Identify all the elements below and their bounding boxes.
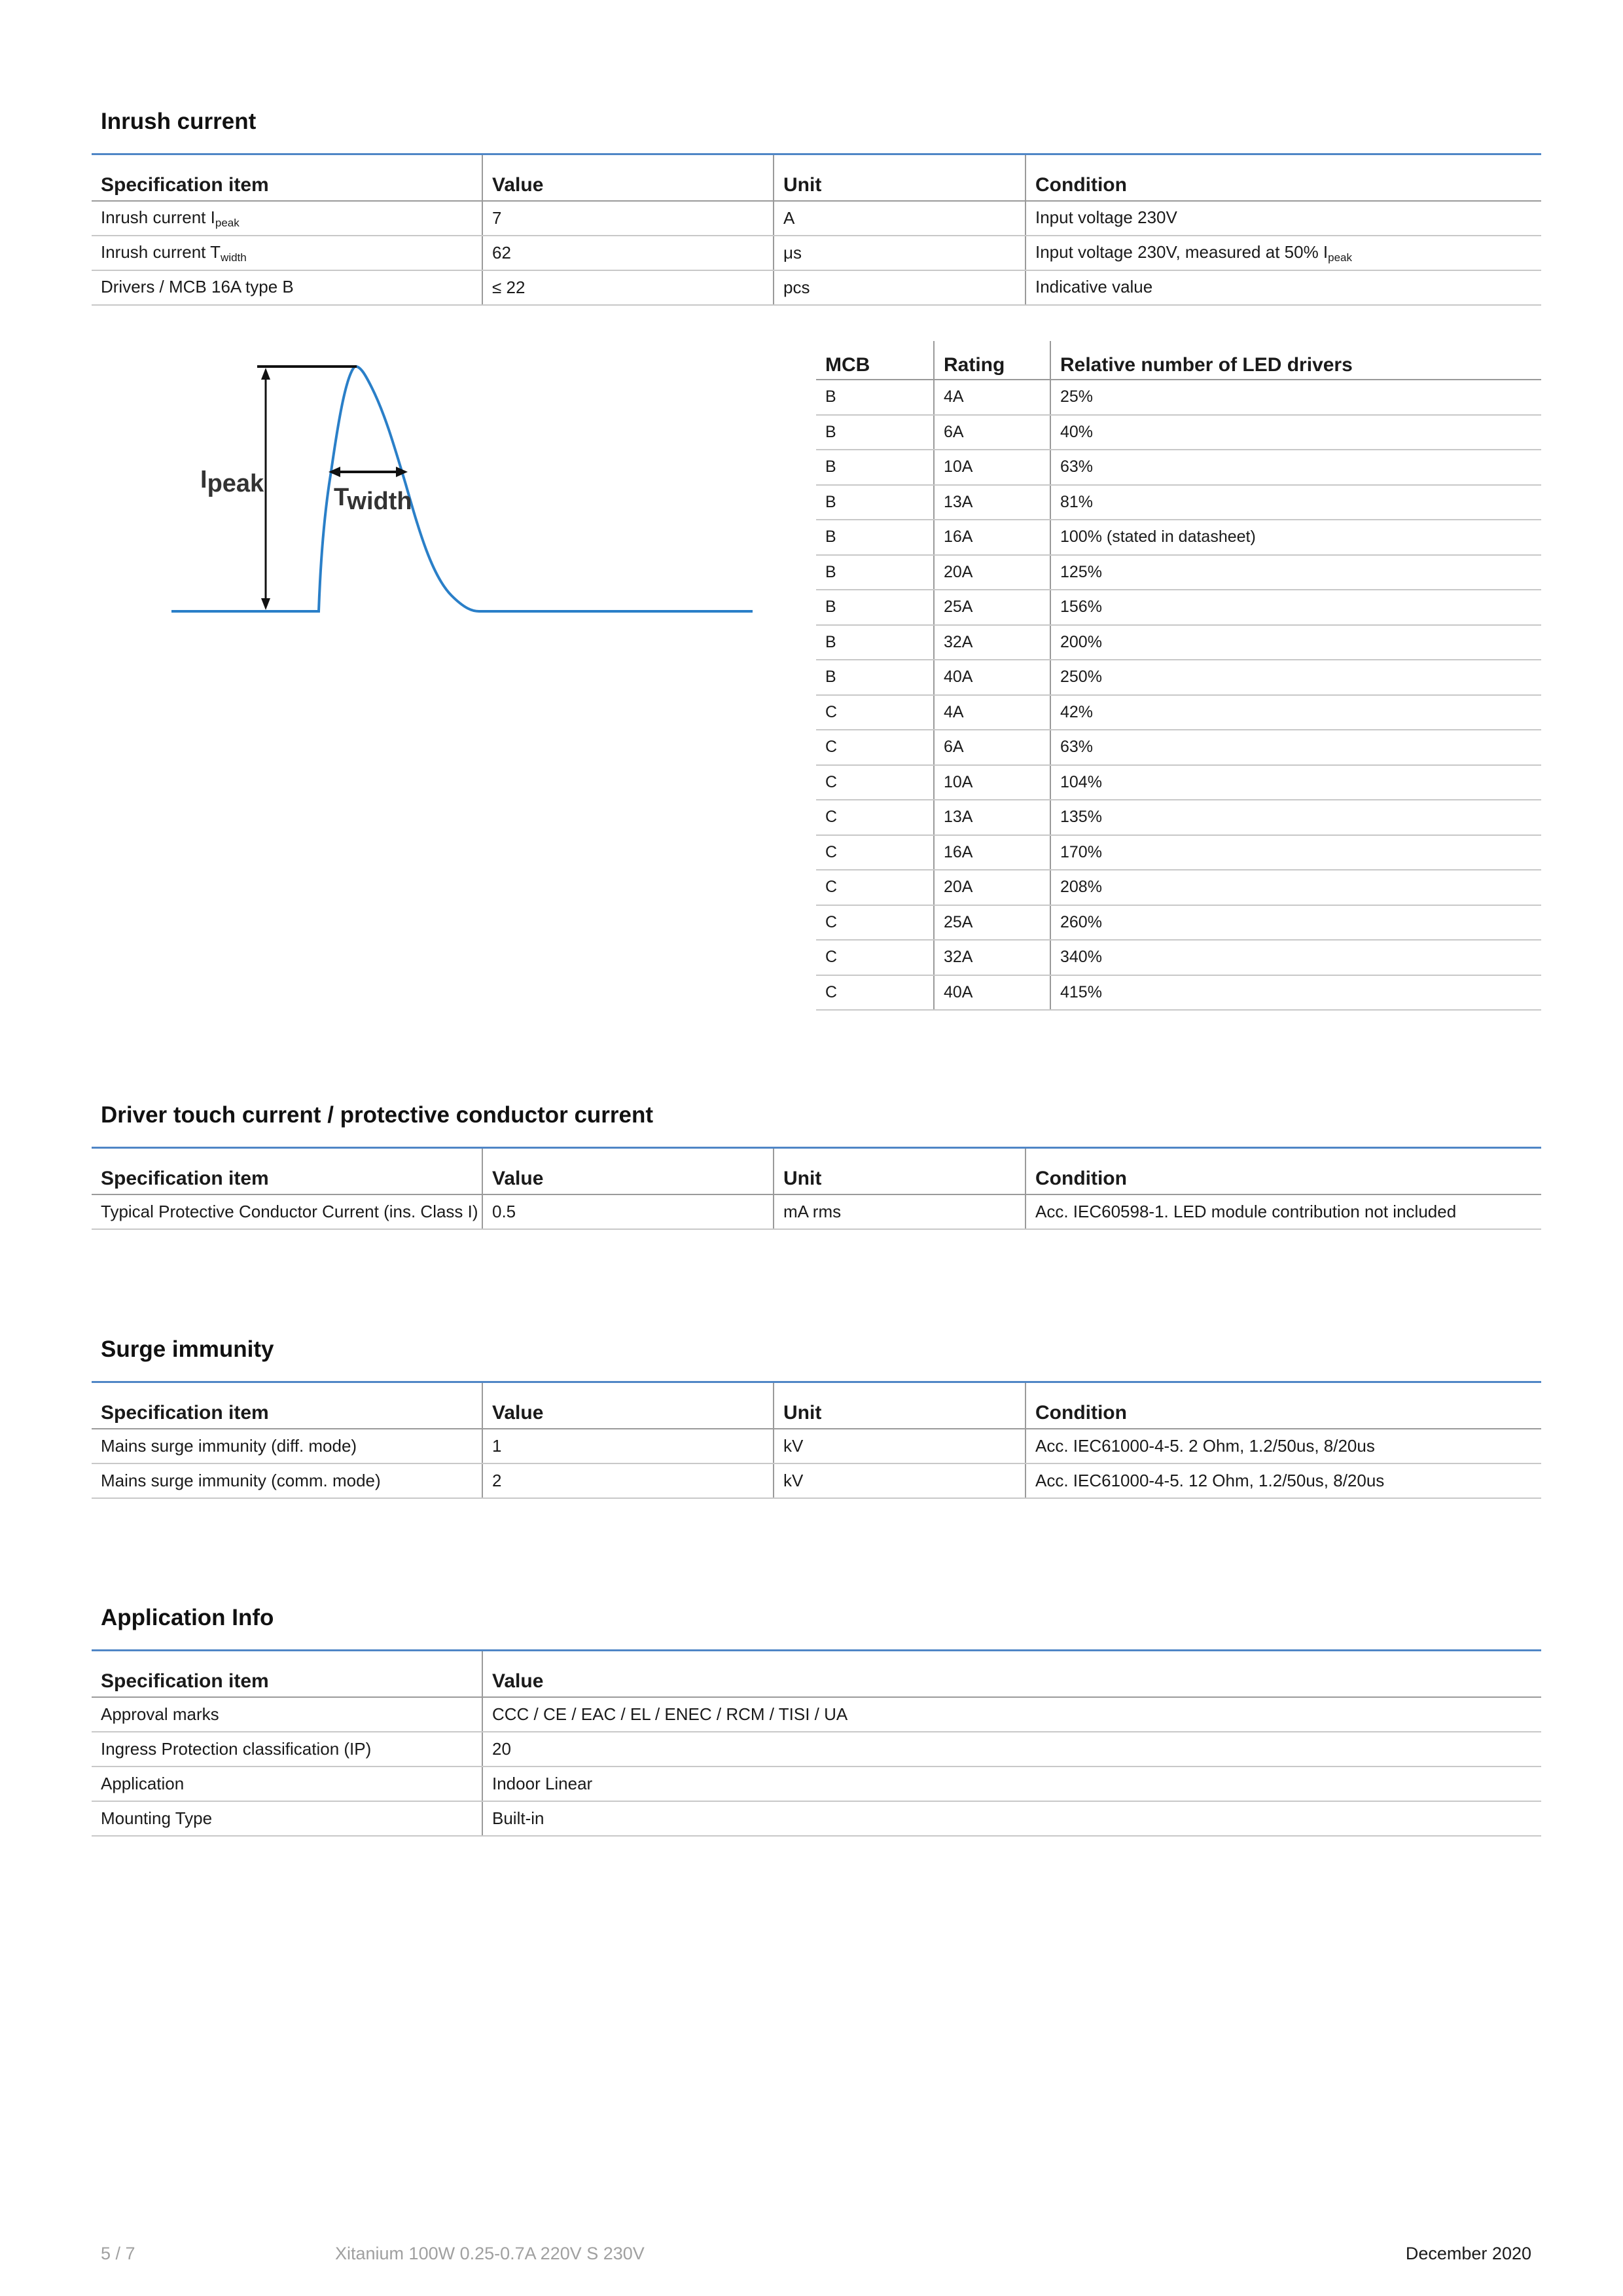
relative-number-cell: 63% (1050, 450, 1541, 485)
mcb-type-cell: C (816, 765, 934, 800)
table-row (816, 835, 1541, 870)
spec-item-cell: Mains surge immunity (diff. mode) (92, 1429, 482, 1463)
rating-cell: 13A (934, 800, 1050, 835)
relative-number-cell: 135% (1050, 800, 1541, 835)
relative-number-cell: 104% (1050, 765, 1541, 800)
relative-number-cell: 81% (1050, 485, 1541, 520)
section-application-info (92, 1602, 1541, 1837)
section-inrush (92, 106, 1541, 306)
col-header-value: Value (482, 1149, 774, 1194)
condition-cell: Acc. IEC61000-4-5. 2 Ohm, 1.2/50us, 8/20us (1026, 1429, 1541, 1463)
unit-cell: A (774, 201, 1026, 236)
spec-item-cell: Typical Protective Conductor Current (ins. Class I) (92, 1194, 482, 1229)
relative-number-cell: 250% (1050, 660, 1541, 695)
spec-item-cell: Inrush current $I_{peak}$ (92, 201, 482, 236)
spec-item-cell: Approval marks (92, 1697, 482, 1732)
col-header-unit: Unit (774, 1383, 1026, 1429)
relative-number-cell: 125% (1050, 555, 1541, 590)
relative-number-cell: 40% (1050, 415, 1541, 450)
unit-cell: pcs (774, 270, 1026, 305)
spec-item-cell: Inrush current $T_{width}$ (92, 236, 482, 270)
rating-cell: 32A (934, 940, 1050, 975)
rating-cell: 40A (934, 660, 1050, 695)
table-row (816, 905, 1541, 941)
mcb-table-body (816, 380, 1541, 1010)
condition-cell: Indicative value (1026, 270, 1541, 305)
value-cell: Built-in (482, 1801, 1541, 1836)
rating-cell: 16A (934, 835, 1050, 870)
relative-number-cell: 170% (1050, 835, 1541, 870)
relative-number-cell: 340% (1050, 940, 1541, 975)
rating-cell: 4A (934, 380, 1050, 415)
rating-cell: 6A (934, 415, 1050, 450)
mcb-type-cell: C (816, 730, 934, 765)
rating-cell: 10A (934, 450, 1050, 485)
peak-arrow-head-up (261, 368, 270, 380)
rating-cell: 40A (934, 975, 1050, 1011)
mcb-type-cell: B (816, 450, 934, 485)
rating-cell: 32A (934, 625, 1050, 660)
col-header-condition: Condition (1026, 155, 1541, 201)
spec-item-cell: Ingress Protection classification (IP) (92, 1732, 482, 1767)
footer-page-number: 5 / 7 (101, 2244, 135, 2263)
value-cell: 2 (482, 1463, 774, 1498)
value-cell: 0.5 (482, 1194, 774, 1229)
col-header-unit: Unit (774, 155, 1026, 201)
relative-number-cell: 63% (1050, 730, 1541, 765)
unit-cell: mA rms (774, 1194, 1026, 1229)
mcb-table (816, 341, 1541, 1011)
rating-cell: 13A (934, 485, 1050, 520)
col-header-spec-item: Specification item (92, 1149, 482, 1194)
condition-cell: Input voltage 230V, measured at 50% $I_{peak}$ (1026, 236, 1541, 270)
mcb-type-cell: C (816, 835, 934, 870)
table-row (92, 1767, 1541, 1801)
col-header-rating: Rating (934, 341, 1050, 380)
mcb-type-cell: C (816, 695, 934, 730)
col-header-relative-number: Relative number of LED drivers (1050, 341, 1541, 380)
table-row (92, 1429, 1541, 1463)
col-header-unit: Unit (774, 1149, 1026, 1194)
mcb-type-cell: B (816, 415, 934, 450)
value-cell: Indoor Linear (482, 1767, 1541, 1801)
value-cell: 20 (482, 1732, 1541, 1767)
mcb-type-cell: B (816, 625, 934, 660)
value-cell: ≤ 22 (482, 270, 774, 305)
col-header-condition: Condition (1026, 1149, 1541, 1194)
relative-number-cell: 208% (1050, 870, 1541, 905)
table-row (816, 940, 1541, 975)
rating-cell: 25A (934, 905, 1050, 941)
surge-immunity-table (92, 1383, 1541, 1499)
relative-number-cell: 200% (1050, 625, 1541, 660)
width-label: Twidth (334, 484, 412, 515)
section-title-application-info: Application Info (101, 1605, 274, 1630)
value-cell: 1 (482, 1429, 774, 1463)
mcb-type-cell: B (816, 590, 934, 625)
table-row (816, 485, 1541, 520)
relative-number-cell: 415% (1050, 975, 1541, 1011)
inrush-waveform-diagram (164, 347, 766, 628)
relative-number-cell: 156% (1050, 590, 1541, 625)
touch-current-table (92, 1149, 1541, 1230)
rating-cell: 10A (934, 765, 1050, 800)
section-touch-current (92, 1100, 1541, 1230)
table-row (92, 270, 1541, 305)
table-row (816, 520, 1541, 555)
mcb-type-cell: C (816, 940, 934, 975)
col-header-value: Value (482, 1383, 774, 1429)
table-row (816, 730, 1541, 765)
col-header-spec-item: Specification item (92, 1651, 482, 1697)
value-cell: CCC / CE / EAC / EL / ENEC / RCM / TISI / UA (482, 1697, 1541, 1732)
value-cell: 62 (482, 236, 774, 270)
rating-cell: 4A (934, 695, 1050, 730)
unit-cell: kV (774, 1429, 1026, 1463)
table-row (816, 695, 1541, 730)
mcb-type-cell: C (816, 975, 934, 1011)
table-row (816, 555, 1541, 590)
value-cell: 7 (482, 201, 774, 236)
table-row (92, 1463, 1541, 1498)
mcb-type-cell: B (816, 520, 934, 555)
mcb-type-cell: C (816, 870, 934, 905)
table-row (816, 450, 1541, 485)
table-row (816, 975, 1541, 1011)
mcb-type-cell: B (816, 555, 934, 590)
col-header-value: Value (482, 1651, 1541, 1697)
rating-cell: 16A (934, 520, 1050, 555)
col-header-spec-item: Specification item (92, 1383, 482, 1429)
spec-item-cell: Drivers / MCB 16A type B (92, 270, 482, 305)
mcb-type-cell: C (816, 905, 934, 941)
spec-item-cell: Mains surge immunity (comm. mode) (92, 1463, 482, 1498)
relative-number-cell: 100% (stated in datasheet) (1050, 520, 1541, 555)
col-header-condition: Condition (1026, 1383, 1541, 1429)
table-row (92, 1697, 1541, 1732)
unit-cell: kV (774, 1463, 1026, 1498)
table-row (816, 380, 1541, 415)
rating-cell: 6A (934, 730, 1050, 765)
section-title-touch-current: Driver touch current / protective conductor current (101, 1102, 654, 1128)
footer-date: December 2020 (1405, 2244, 1531, 2263)
relative-number-cell: 42% (1050, 695, 1541, 730)
table-row (816, 415, 1541, 450)
table-row (92, 236, 1541, 270)
table-row (92, 201, 1541, 236)
col-header-spec-item: Specification item (92, 155, 482, 201)
mcb-type-cell: B (816, 660, 934, 695)
rating-cell: 20A (934, 555, 1050, 590)
relative-number-cell: 260% (1050, 905, 1541, 941)
section-title-surge-immunity: Surge immunity (101, 1336, 274, 1362)
condition-cell: Acc. IEC60598-1. LED module contribution not included (1026, 1194, 1541, 1229)
col-header-value: Value (482, 155, 774, 201)
condition-cell: Input voltage 230V (1026, 201, 1541, 236)
section-title-inrush: Inrush current (101, 109, 257, 134)
table-row (816, 800, 1541, 835)
application-info-table (92, 1651, 1541, 1837)
rating-cell: 25A (934, 590, 1050, 625)
mcb-type-cell: B (816, 380, 934, 415)
table-row (816, 660, 1541, 695)
footer-product-name: Xitanium 100W 0.25-0.7A 220V S 230V (335, 2244, 645, 2263)
table-row (92, 1732, 1541, 1767)
spec-item-cell: Application (92, 1767, 482, 1801)
table-row (816, 625, 1541, 660)
table-row (92, 1801, 1541, 1836)
col-header-mcb: MCB (816, 341, 934, 380)
inrush-spec-table (92, 155, 1541, 306)
table-row (816, 765, 1541, 800)
section-surge-immunity (92, 1334, 1541, 1499)
table-row (816, 870, 1541, 905)
relative-number-cell: 25% (1050, 380, 1541, 415)
peak-arrow-head-down (261, 598, 270, 610)
peak-label: Ipeak (200, 466, 264, 497)
condition-cell: Acc. IEC61000-4-5. 12 Ohm, 1.2/50us, 8/20us (1026, 1463, 1541, 1498)
unit-cell: μs (774, 236, 1026, 270)
table-row (92, 1194, 1541, 1229)
rating-cell: 20A (934, 870, 1050, 905)
mcb-type-cell: C (816, 800, 934, 835)
mcb-type-cell: B (816, 485, 934, 520)
spec-item-cell: Mounting Type (92, 1801, 482, 1836)
table-row (816, 590, 1541, 625)
